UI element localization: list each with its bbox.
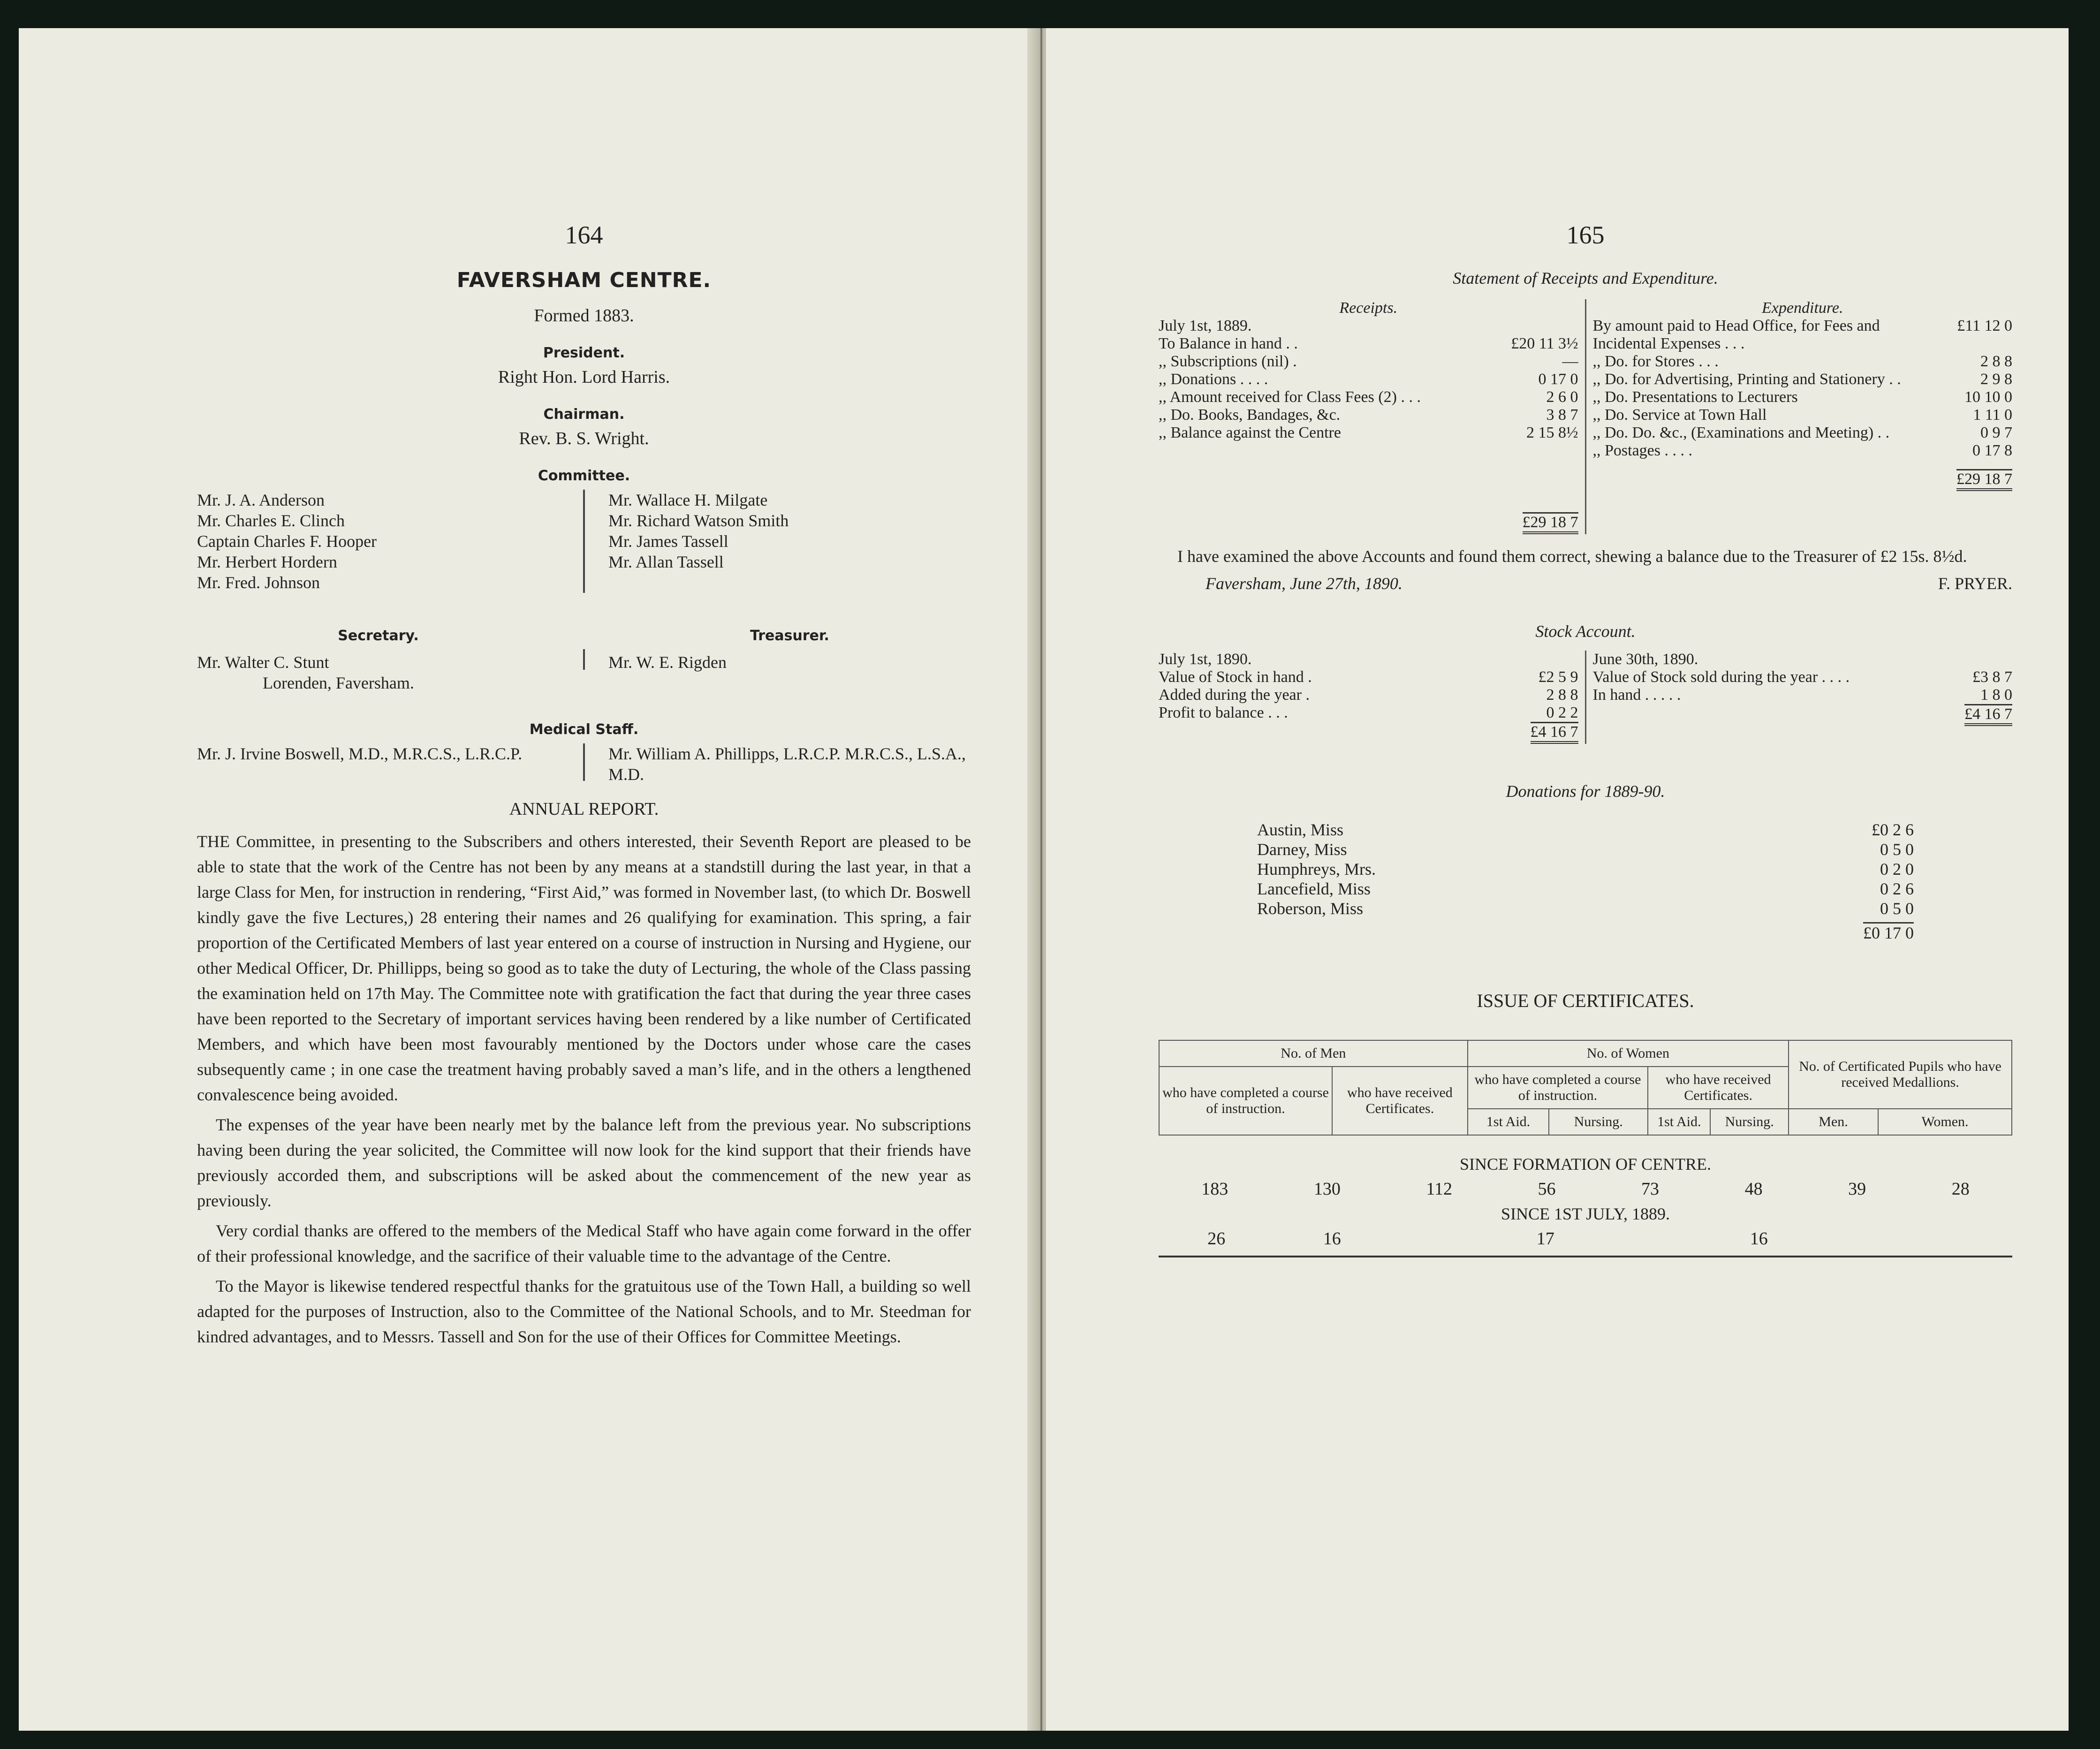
medical-staff-list [197,743,971,785]
table-cell: 17 [1536,1229,1554,1249]
ledger-row: ,, Balance against the Centre 2 15 8½ [1159,424,1578,441]
ledger-row: ,, Postages . . . . 0 17 8 [1592,442,2012,459]
committee-member: Mr. Richard Watson Smith [608,511,789,530]
table-bottom-rule [1159,1256,2012,1257]
medical-officer: Mr. J. Irvine Boswell, M.D., M.R.C.S., L.R.C.P. [197,744,523,763]
table-cell: 112 [1426,1179,1452,1199]
table-cell: 130 [1313,1179,1341,1199]
audit-place-date: Faversham, June 27th, 1890. [1205,574,1403,593]
ledger-row: ,, Donations . . . . 0 17 0 [1159,371,1578,388]
ledger-row: ,, Do. Presentations to Lecturers 10 10 0 [1592,388,2012,406]
left-page-content [197,220,971,1354]
stock-left-date: July 1st, 1890. [1159,651,1252,668]
since-july-row [1159,1228,2012,1249]
medical-officer: Mr. William A. Phillipps, L.R.C.P. M.R.C.S., L.S.A., M.D. [608,744,966,784]
committee-member: Mr. Wallace H. Milgate [608,491,768,509]
ledger-row: Value of Stock sold during the year . . . . £3 8 7 [1592,668,2012,686]
table-header-row [1159,1040,2012,1067]
report-paragraph: To the Mayor is likewise tendered respectful thanks for the gratuitous use of the Town Hall, a building so well adapted for the purposes of Instruction, also to the Committee of the National Schools, and to Mr. Steedman for kindred advantages, and to Messrs. Tassell and Son for the use of their Offices for Committee Meetings. [197,1277,971,1346]
secretary-address: Lorenden, Faversham. [263,674,414,692]
expenditure-heading: Expenditure. [1762,299,1843,317]
president-heading: President. [543,345,625,361]
report-paragraph: Very cordial thanks are offered to the members of the Medical Staff who have again come forward in the offer of their professional knowledge, and the sacrifice of their valuable time to the advantage of the Centre. [197,1221,971,1265]
donations-list [1257,820,1914,943]
receipts-total: £29 18 7 [1523,512,1578,534]
stock-credit-column [1593,651,2013,744]
ledger-row: Profit to balance . . . 0 2 2 [1159,704,1578,721]
committee-member: Mr. Fred. Johnson [197,573,320,592]
table-cell: 56 [1538,1179,1556,1199]
ledger-row: ,, Amount received for Class Fees (2) . . . 2 6 0 [1159,388,1578,406]
donation-row: Darney, Miss 0 5 0 [1257,840,1914,859]
receipts-total-wrap [1159,512,1578,534]
officers-section [197,626,971,693]
book-spread [19,28,2069,1731]
auditor-signature: F. PRYER. [1938,574,2012,593]
ledger-row: ,, Do. for Advertising, Printing and Stationery . . 2 9 8 [1592,371,2012,388]
table-header: 1st Aid. [1468,1109,1549,1135]
table-header: Nursing. [1710,1109,1789,1135]
donations-title: Donations for 1889-90. [1506,782,1665,801]
ledger-row: ,, Do. Books, Bandages, &c. 3 8 7 [1159,406,1578,424]
committee-member: Mr. J. A. Anderson [197,491,325,509]
president-name: Right Hon. Lord Harris. [498,367,670,387]
expenditure-total: £29 18 7 [1956,469,2012,491]
committee-column-right [608,490,971,593]
column-divider [583,490,585,593]
table-cell: 183 [1201,1179,1228,1199]
ledger-row: Added during the year . 2 8 8 [1159,686,1578,704]
donations-total: £0 17 0 [1863,922,1914,942]
audit-statement: I have examined the above Accounts and found them correct, shewing a balance due to the Treasurer of £2 15s. 8½d. [1177,547,1967,566]
stock-left-total-wrap [1159,722,1578,744]
committee-column-left [197,490,560,593]
ledger-row: To Balance in hand . . £20 11 3½ [1159,335,1578,352]
medical-staff-heading: Medical Staff. [529,721,639,738]
report-title: ANNUAL REPORT. [509,799,659,819]
committee-member: Mr. Herbert Hordern [197,553,337,571]
right-page-content [1159,220,2012,1257]
secretary-name: Mr. Walter C. Stunt [197,653,329,672]
column-divider [583,743,585,781]
stock-account-title: Stock Account. [1535,622,1636,641]
treasurer-name: Mr. W. E. Rigden [608,653,727,672]
committee-member: Mr. Charles E. Clinch [197,511,345,530]
donation-row: Austin, Miss £0 2 6 [1257,820,1914,839]
table-cell: 16 [1750,1229,1768,1249]
ledger-row: ,, Subscriptions (nil) . — [1159,353,1578,370]
table-cell: 16 [1323,1229,1341,1249]
table-header: No. of Women [1468,1040,1789,1067]
stock-left-total: £4 16 7 [1531,722,1578,744]
ledger-row: By amount paid to Head Office, for Fees and Incidental Expenses . . . £11 12 0 [1592,317,2012,352]
treasurer-heading: Treasurer. [750,628,829,644]
page-number: 165 [1566,221,1605,249]
table-header: who have received Certificates. [1648,1067,1789,1109]
ledger-row: In hand . . . . . 1 8 0 [1592,686,2012,704]
table-header: who have completed a course of instruction. [1468,1067,1648,1109]
stock-right-total-wrap [1593,704,2013,726]
donation-row: Humphreys, Mrs. 0 2 0 [1257,860,1914,878]
report-paragraph: The expenses of the year have been nearly met by the balance left from the previous year. No subscriptions having been during the year solicited, the Committee will now look for the kind support that their friends have previously accorded them, and subscriptions will be asked about the commencement of the new year as previously. [197,1115,971,1210]
statement-title: Statement of Receipts and Expenditure. [1453,269,1718,288]
expenditure-total-wrap [1593,469,2013,491]
stock-right-date: June 30th, 1890. [1592,651,1698,668]
centre-title: FAVERSHAM CENTRE. [456,268,712,292]
certificates-table [1159,1040,2012,1136]
ledger-row: ,, Do. Do. &c., (Examinations and Meeting) . . 0 9 7 [1592,424,2012,441]
since-july-heading: SINCE 1ST JULY, 1889. [1501,1204,1670,1223]
certificates-title: ISSUE OF CERTIFICATES. [1477,990,1694,1011]
table-header: Men. [1789,1109,1878,1135]
committee-list [197,490,971,593]
expenditure-column [1593,299,2013,534]
treasurer-block [608,626,971,693]
receipts-date: July 1st, 1889. [1159,317,1252,334]
stock-right-total: £4 16 7 [1964,704,2012,726]
donation-row: Roberson, Miss 0 5 0 [1257,899,1914,918]
committee-heading: Committee. [538,468,630,484]
table-header: who have completed a course of instruction. [1159,1067,1332,1135]
table-header: No. of Men [1159,1040,1468,1067]
table-header: No. of Certificated Pupils who have received Medallions. [1789,1040,2012,1109]
table-cell: 73 [1641,1179,1660,1199]
left-page [19,28,1037,1731]
table-cell: 28 [1951,1179,1970,1199]
secretary-heading: Secretary. [338,628,419,644]
table-header: 1st Aid. [1648,1109,1710,1135]
ledger-row: Value of Stock in hand . £2 5 9 [1159,668,1578,686]
committee-member: Captain Charles F. Hooper [197,532,377,551]
table-cell: 39 [1848,1179,1866,1199]
formed-date: Formed 1883. [534,306,634,326]
right-page [1046,28,2069,1731]
page-number: 164 [565,221,603,249]
column-divider [583,649,585,670]
receipts-heading: Receipts. [1339,299,1398,317]
stock-account-ledger [1159,651,2012,744]
ledger-divider [1585,651,1586,744]
since-formation-heading: SINCE FORMATION OF CENTRE. [1459,1155,1712,1174]
chairman-heading: Chairman. [543,406,625,423]
report-paragraph: THE Committee, in presenting to the Subscribers and others interested, their Seventh Report are pleased to be able to state that the work of the Centre has not been by any means at a standstill during the last year, in that a large Class for Men, for instruction in rendering, “First Aid,” was formed in November last, (to which Dr. Boswell kindly gave the five Lectures,) 28 entering their names and 26 qualifying for examination. This spring, a fair proportion of the Certificated Members of last year entered on a course of instruction in Nursing and Hygiene, our other Medical Officer, Dr. Phillipps, being so good as to take the duty of Lecturing, the whole of the Class passing the examination held on 17th May. The Committee note with gratification the fact that during the year three cases have been reported to the Secretary of important services having been rendered by a like number of Certificated Members, and which have been most favourably mentioned by the Doctors under whose care the cases subsequently came ; in one case the treatment having probably saved a man’s life, and in the others a lengthened convalescence being avoided. [197,832,971,1104]
donation-row: Lancefield, Miss 0 2 6 [1257,879,1914,898]
ledger-row: ,, Do. Service at Town Hall 1 11 0 [1592,406,2012,424]
chairman-name: Rev. B. S. Wright. [519,429,649,448]
committee-member: Mr. James Tassell [608,532,728,551]
receipts-expenditure-ledger [1159,299,2012,534]
table-header: Nursing. [1549,1109,1648,1135]
ledger-divider [1585,299,1586,534]
donations-total-wrap [1257,923,1914,943]
table-header: who have received Certificates. [1332,1067,1468,1135]
audit-signoff [1159,574,2012,593]
stock-debit-column [1159,651,1578,744]
table-cell: 48 [1744,1179,1763,1199]
committee-member: Mr. Allan Tassell [608,553,724,571]
receipts-column [1159,299,1578,534]
table-header: Women. [1878,1109,2012,1135]
table-cell: 26 [1207,1229,1226,1249]
ledger-row: ,, Do. for Stores . . . 2 8 8 [1592,353,2012,370]
since-formation-row [1159,1179,2012,1199]
secretary-block [197,626,560,693]
